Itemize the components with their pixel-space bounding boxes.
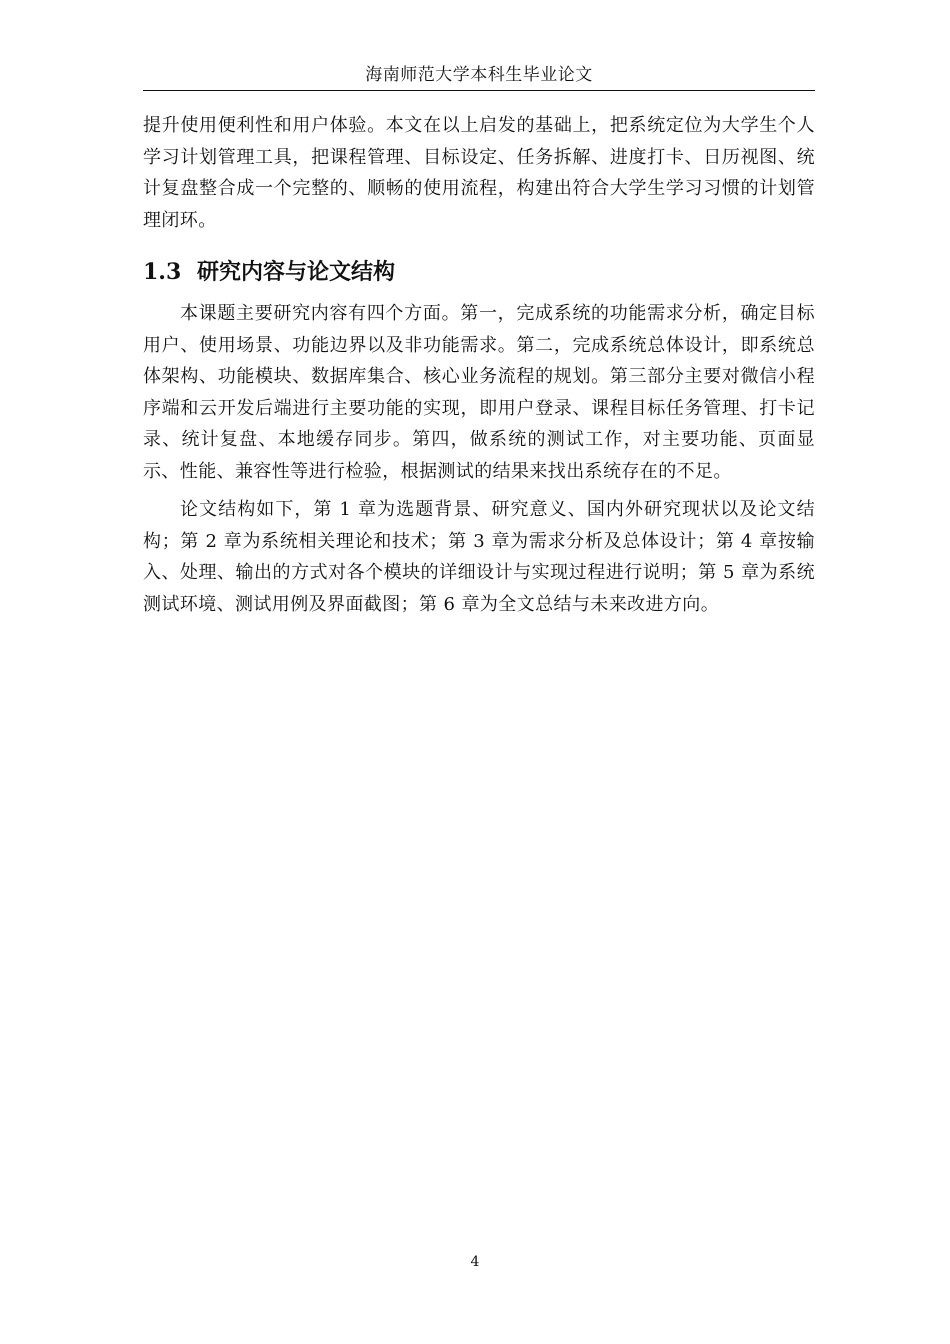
page-number: 4	[470, 1254, 480, 1270]
paragraph-intro-text: 提升使用便利性和用户体验。本文在以上启发的基础上，把系统定位为大学生个人学习计划管理工具，把课程管理、目标设定、任务拆解、进度打卡、日历视图、统计复盘整合成一个完整的、顺畅的使用流程，构建出符合大学生学习习惯的计划管理闭环。	[143, 115, 815, 231]
running-header: 海南师范大学本科生毕业论文	[365, 65, 593, 85]
header-rule	[143, 90, 815, 91]
paragraph-thesis-structure-text: 论文结构如下，第 1 章为选题背景、研究意义、国内外研究现状以及论文结构；第 2 章为系统相关理论和技术；第 3 章为需求分析及总体设计；第 4 章按输入、处理、输出的方式对各个模块的详细设计与实现过程进行说明；第 5 章为系统测试环境、测试用例及界面截图；第 6 章为全文总结与未来改进方向。	[143, 499, 815, 615]
paragraph-intro	[143, 110, 815, 236]
paragraph-thesis-structure	[143, 494, 815, 620]
paragraph-research-content-text: 本课题主要研究内容有四个方面。第一，完成系统的功能需求分析，确定目标用户、使用场景、功能边界以及非功能需求。第二，完成系统总体设计，即系统总体架构、功能模块、数据库集合、核心业务流程的规划。第三部分主要对微信小程序端和云开发后端进行主要功能的实现，即用户登录、课程目标任务管理、打卡记录、统计复盘、本地缓存同步。第四，做系统的测试工作，对主要功能、页面显示、性能、兼容性等进行检验，根据测试的结果来找出系统存在的不足。	[143, 303, 815, 482]
section-heading	[143, 255, 815, 289]
section-number: 1.3	[143, 259, 182, 285]
paragraph-research-content	[143, 298, 815, 487]
section-title: 研究内容与论文结构	[197, 259, 396, 285]
